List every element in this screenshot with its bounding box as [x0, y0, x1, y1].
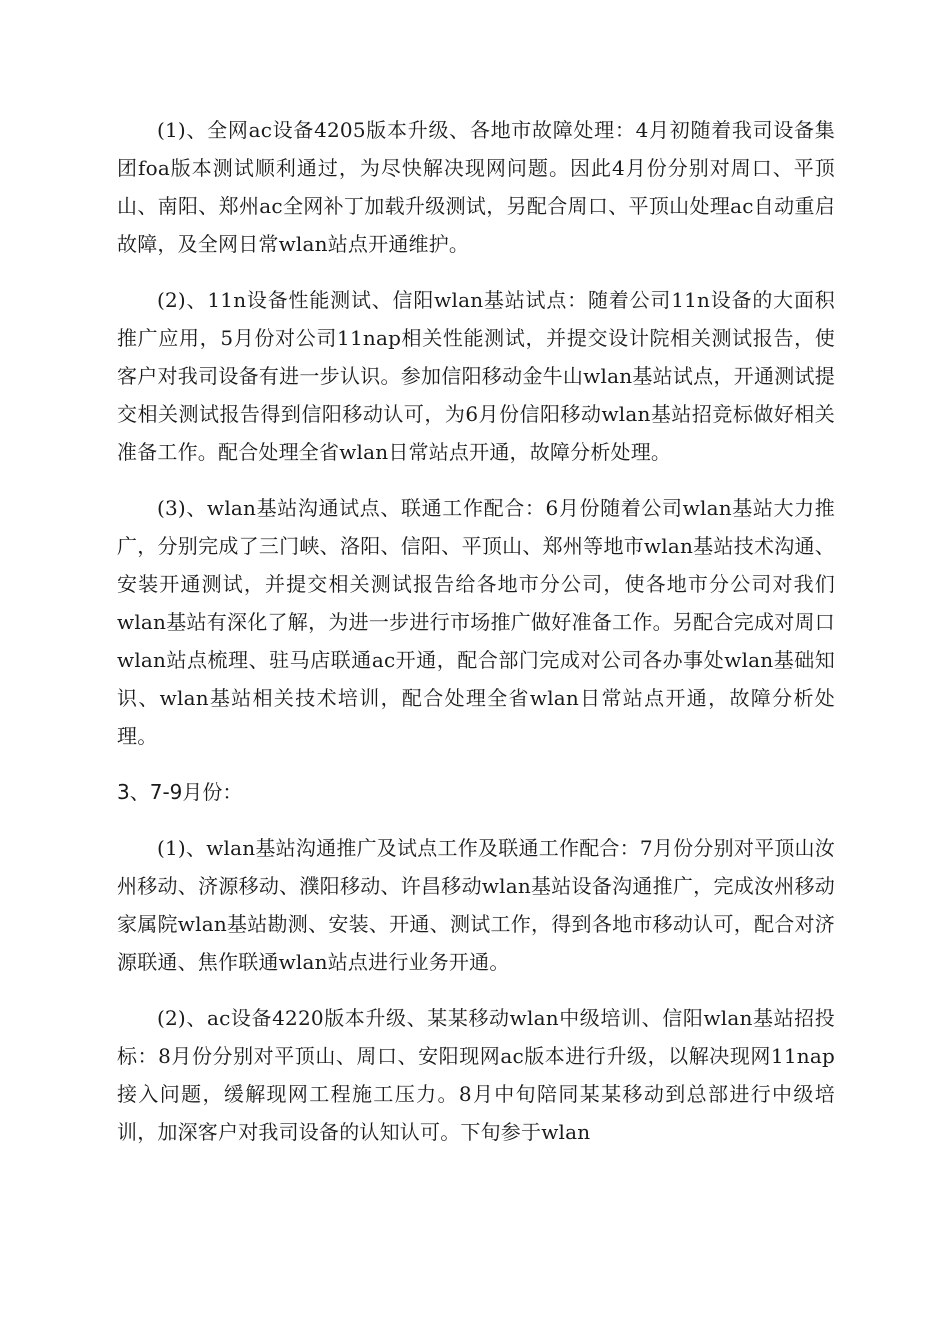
paragraph-ac-upgrade: (1)、全网ac设备4205版本升级、各地市故障处理：4月初随着我司设备集团foa版本测试顺利通过，为尽快解决现网问题。因此4月份分别对周口、平顶山、南阳、郑州ac全网补丁加载升级测试，另配合周口、平顶山处理ac自动重启故障，及全网日常wlan站点开通维护。 — [117, 118, 835, 256]
section-heading: 3、7-9月份： — [117, 780, 243, 804]
paragraph-wlan-pilot: (3)、wlan基站沟通试点、联通工作配合：6月份随着公司wlan基站大力推广，分别完成了三门峡、洛阳、信阳、平顶山、郑州等地市wlan基站技术沟通、安装开通测试，并提交相关测试报告给各地市分公司，使各地市分公司对我们wlan基站有深化了解，为进一步进行市场推广做好准备工作。另配合完成对周口wlan站点梳理、驻马店联通ac开通，配合部门完成对公司各办事处wlan基础知识、wlan基站相关技术培训，配合处理全省wlan日常站点开通，故障分析处理。 — [117, 496, 835, 748]
document-page — [117, 111, 835, 1169]
paragraph-ac-4220-upgrade: (2)、ac设备4220版本升级、某某移动wlan中级培训、信阳wlan基站招投标：8月份分别对平顶山、周口、安阳现网ac版本进行升级，以解决现网11nap接入问题，缓解现网工程施工压力。8月中旬陪同某某移动到总部进行中级培训，加深客户对我司设备的认知认可。下旬参于wlan — [117, 1006, 835, 1144]
paragraph-wlan-promotion: (1)、wlan基站沟通推广及试点工作及联通工作配合：7月份分别对平顶山汝州移动、济源移动、濮阳移动、许昌移动wlan基站设备沟通推广，完成汝州移动家属院wlan基站勘测、安装、开通、测试工作，得到各地市移动认可，配合对济源联通、焦作联通wlan站点进行业务开通。 — [117, 836, 835, 974]
paragraph-11n-testing: (2)、11n设备性能测试、信阳wlan基站试点：随着公司11n设备的大面积推广应用，5月份对公司11nap相关性能测试，并提交设计院相关测试报告，使客户对我司设备有进一步认识。参加信阳移动金牛山wlan基站试点，开通测试提交相关测试报告得到信阳移动认可，为6月份信阳移动wlan基站招竞标做好相关准备工作。配合处理全省wlan日常站点开通，故障分析处理。 — [117, 288, 835, 464]
